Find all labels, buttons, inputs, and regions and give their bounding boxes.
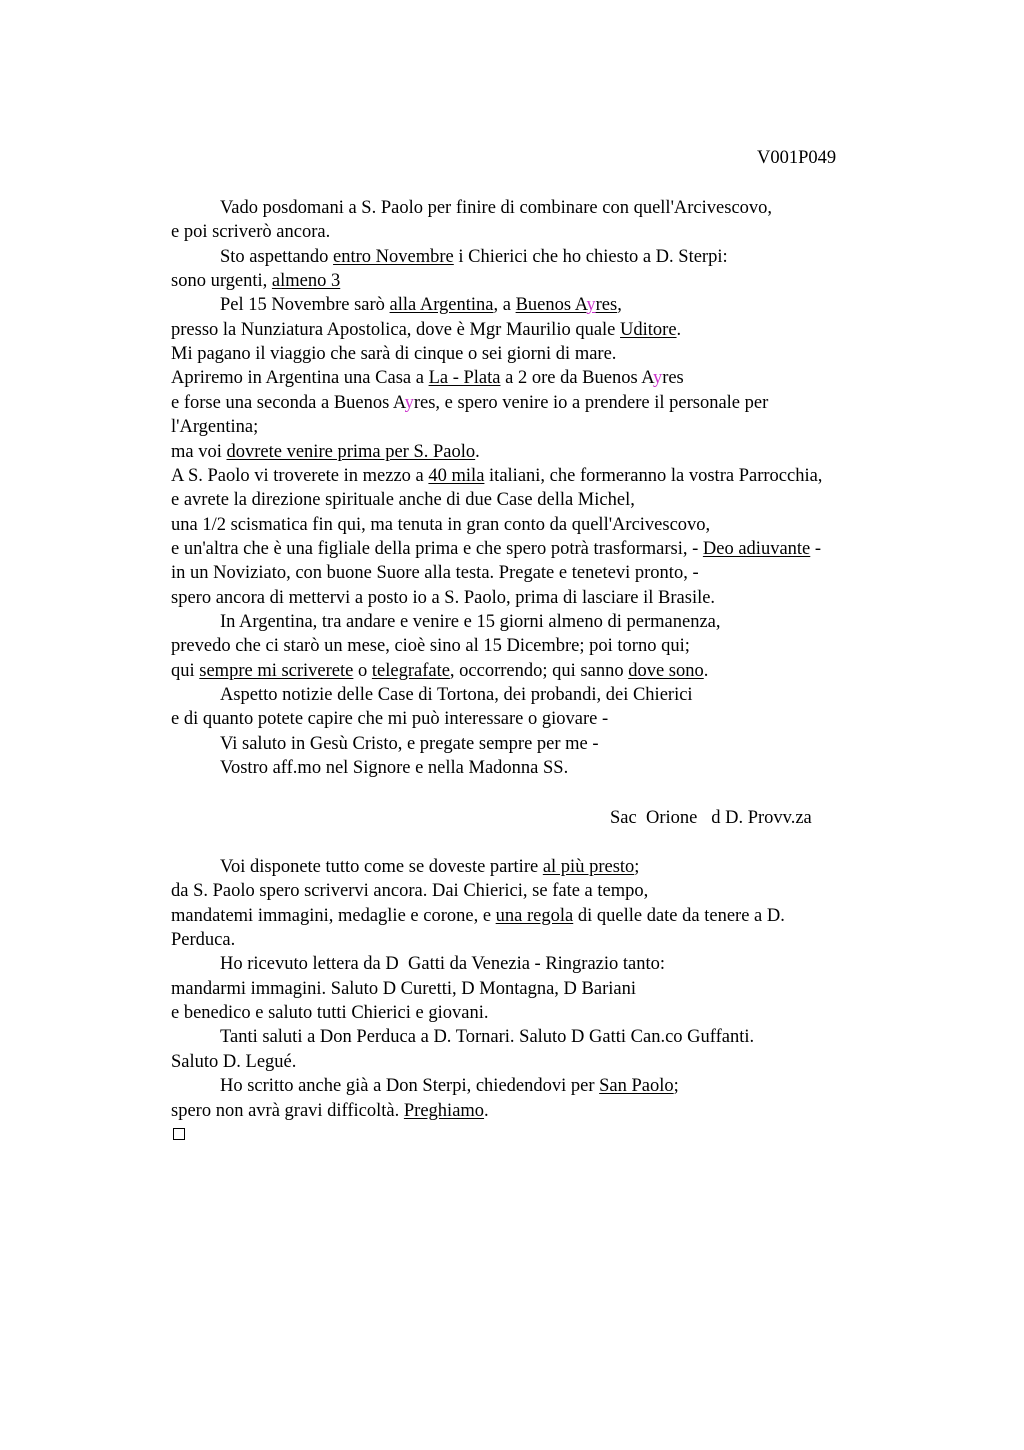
- postscript-line: [220, 855, 639, 879]
- underlined-text: La - Plata: [428, 368, 501, 389]
- signature: Sac Orione d D. Provv.za: [610, 808, 812, 828]
- body-line: [171, 659, 708, 683]
- body-line: [171, 513, 710, 537]
- postscript-line: [171, 879, 648, 903]
- text-segment: l'Argentina;: [171, 417, 259, 438]
- text-segment: Perduca.: [171, 930, 236, 951]
- postscript-line: [171, 1050, 296, 1074]
- text-segment: prevedo che ci starò un mese, cioè sino al 15 Dicembre; poi torno qui;: [171, 636, 690, 657]
- body-line: [171, 707, 608, 731]
- underlined-text: Buenos A: [515, 295, 587, 316]
- text-segment: e un'altra che è una figliale della prima e che spero potrà trasformarsi, -: [171, 538, 703, 559]
- body-line: [171, 440, 480, 464]
- text-segment: Sto aspettando: [220, 246, 334, 267]
- body-line: [171, 415, 258, 439]
- body-line: [220, 196, 772, 220]
- text-segment: i Chierici che ho chiesto a D. Sterpi:: [453, 246, 728, 267]
- underlined-text: alla Argentina: [389, 295, 494, 316]
- text-segment: In Argentina, tra andare e venire e 15 giorni almeno di permanenza,: [220, 611, 721, 632]
- text-segment: Pel 15 Novembre sarò: [220, 295, 390, 316]
- text-segment: .: [484, 1100, 489, 1121]
- postscript-line: [171, 977, 636, 1001]
- text-segment: di quelle date da tenere a D.: [573, 905, 785, 926]
- text-segment: , a: [493, 295, 516, 316]
- text-segment: a 2 ore da Buenos A: [500, 368, 653, 389]
- postscript-line: [171, 1001, 489, 1025]
- text-segment: una 1/2 scismatica fin qui, ma tenuta in gran conto da quell'Arcivescovo,: [171, 514, 711, 535]
- text-segment: , occorrendo; qui sanno: [449, 660, 629, 681]
- body-line: [171, 537, 821, 561]
- underlined-text: Uditore: [620, 319, 677, 340]
- text-segment: e forse una seconda a Buenos A: [171, 392, 405, 413]
- text-segment: e poi scriverò ancora.: [171, 222, 331, 243]
- postscript-line: [220, 1025, 754, 1049]
- text-segment: ,: [617, 295, 622, 316]
- text-segment: Tanti saluti a Don Perduca a D. Tornari. Saluto D Gatti Can.co Guffanti.: [220, 1027, 755, 1048]
- text-segment: .: [676, 319, 682, 340]
- text-segment: Ho ricevuto lettera da D Gatti da Venezia - Ringrazio tanto:: [220, 954, 666, 975]
- underlined-text: y: [586, 295, 596, 316]
- underlined-text: almeno 3: [271, 271, 341, 292]
- text-segment: y: [652, 368, 663, 389]
- body-line: [171, 561, 699, 585]
- underlined-text: telegrafate: [371, 660, 450, 681]
- text-segment: Mi pagano il viaggio che sarà di cinque o sei giorni di mare.: [171, 344, 617, 365]
- text-segment: Aspetto notizie delle Case di Tortona, dei probandi, dei Chierici: [220, 685, 693, 705]
- underlined-text: sempre mi scriverete: [199, 660, 354, 681]
- body-line: [171, 220, 330, 244]
- text-segment: -: [810, 538, 822, 559]
- body-line: [171, 391, 768, 415]
- body-line: [171, 586, 715, 610]
- underlined-text: dovrete venire prima per S. Paolo: [226, 441, 476, 462]
- postscript-line: [220, 1074, 679, 1098]
- postscript-line: [171, 1099, 489, 1123]
- text-segment: Apriremo in Argentina una Casa a: [171, 368, 429, 389]
- text-segment: res: [662, 368, 684, 389]
- text-segment: presso la Nunziatura Apostolica, dove è Mgr Maurilio quale: [171, 319, 621, 340]
- body-line: [171, 488, 635, 512]
- underlined-text: Deo adiuvante: [702, 538, 811, 559]
- text-segment: da S. Paolo spero scrivervi ancora. Dai Chierici, se fate a tempo,: [171, 881, 649, 902]
- body-line: [171, 366, 684, 390]
- text-segment: mandatemi immagini, medaglie e corone, e: [171, 905, 496, 926]
- text-segment: ma voi: [171, 441, 227, 462]
- text-segment: e di quanto potete capire che mi può interessare o giovare -: [171, 709, 609, 730]
- body-line: [220, 245, 728, 269]
- text-segment: Vado posdomani a S. Paolo per finire di combinare con quell'Arcivescovo,: [220, 198, 773, 218]
- underlined-text: entro Novembre: [333, 246, 454, 267]
- text-segment: e benedico e saluto tutti Chierici e giovani.: [171, 1003, 489, 1024]
- text-segment: .: [475, 441, 480, 462]
- text-segment: Ho scritto anche già a Don Sterpi, chiedendovi per: [220, 1076, 600, 1097]
- text-segment: o: [353, 660, 372, 681]
- text-segment: ;: [673, 1076, 679, 1097]
- body-line: [220, 683, 693, 707]
- body-line: [171, 464, 822, 488]
- body-line: [220, 756, 568, 780]
- text-segment: sono urgenti,: [171, 271, 272, 292]
- body-line: [220, 293, 622, 317]
- text-segment: Voi disponete tutto come se doveste partire: [220, 857, 543, 877]
- underlined-text: 40 mila: [428, 465, 485, 486]
- postscript-line: [171, 928, 235, 952]
- body-line: [220, 732, 599, 756]
- underlined-text: San Paolo: [599, 1076, 674, 1097]
- body-line: [171, 342, 616, 366]
- page-id: V001P049: [757, 148, 837, 168]
- text-segment: A S. Paolo vi troverete in mezzo a: [171, 465, 429, 486]
- text-segment: Vostro aff.mo nel Signore e nella Madonna SS.: [220, 758, 569, 779]
- text-segment: italiani, che formeranno la vostra Parrocchia,: [484, 465, 823, 486]
- text-segment: in un Noviziato, con buone Suore alla testa. Pregate e tenetevi pronto, -: [171, 563, 699, 584]
- text-segment: spero non avrà gravi difficoltà.: [171, 1100, 404, 1121]
- text-segment: y: [404, 392, 414, 413]
- underlined-text: una regola: [495, 905, 574, 926]
- postscript-line: [171, 904, 785, 928]
- text-segment: .: [703, 660, 709, 681]
- text-segment: mandarmi immagini. Saluto D Curetti, D Montagna, D Bariani: [171, 978, 636, 999]
- body-line: [171, 318, 681, 342]
- text-segment: spero ancora di mettervi a posto io a S. Paolo, prima di lasciare il Brasile.: [171, 587, 716, 608]
- text-segment: res, e spero venire io a prendere il personale per: [413, 392, 769, 413]
- underlined-text: dove sono: [628, 660, 704, 681]
- checkbox-square-glyph: [173, 1128, 185, 1140]
- body-line: [171, 269, 340, 293]
- text-segment: ;: [634, 857, 640, 877]
- text-segment: Vi saluto in Gesù Cristo, e pregate sempre per me -: [220, 733, 599, 754]
- postscript-line: [220, 952, 665, 976]
- text-segment: Saluto D. Legué.: [171, 1051, 297, 1072]
- body-line: [171, 634, 690, 658]
- body-line: [220, 610, 721, 634]
- underlined-text: al più presto: [542, 857, 635, 877]
- text-segment: e avrete la direzione spirituale anche di due Case della Michel,: [171, 490, 635, 511]
- underlined-text: res: [595, 295, 618, 316]
- text-segment: qui: [171, 660, 200, 681]
- underlined-text: Preghiamo: [403, 1100, 485, 1121]
